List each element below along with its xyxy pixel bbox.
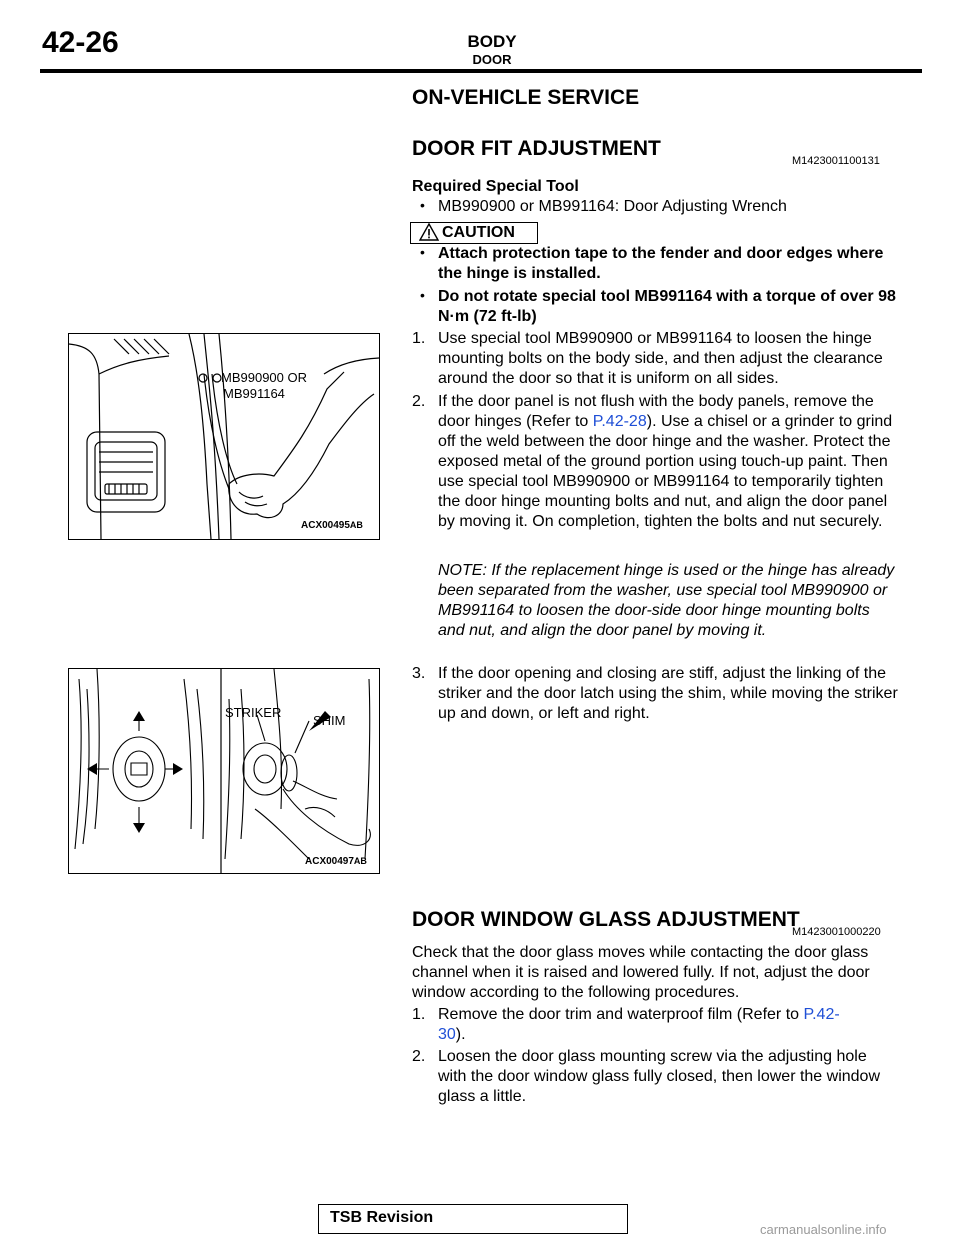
fig1-id	[301, 520, 363, 531]
step-number: 3.	[412, 665, 426, 682]
hinge-illustration	[69, 334, 379, 539]
door-fit-title: DOOR FIT ADJUSTMENT	[412, 137, 661, 160]
step-2-text-b: ). Use a chisel or a grinder to grind off the weld between the door hinge and the washer. Protect the exposed metal of the ground portion using touch-up paint. Then use special tool MB990900 or MB991164 to temporarily tighten the door hinge mounting bolts and nut, and align the door panel by moving it. On completion, tighten the bolts and nut securely.	[438, 413, 893, 530]
fig2-label-shim: SHIM	[313, 713, 346, 728]
fig2-id-suffix: AB	[353, 856, 367, 866]
tool-item: MB990900 or MB991164: Door Adjusting Wrench	[438, 198, 787, 215]
step-1: Use special tool MB990900 or MB991164 to loosen the hinge mounting bolts on the body side, and then adjust the clearance around the door so that it is uniform on all sides.	[438, 330, 883, 387]
fig1-label-line1: MB990900 OR	[221, 370, 307, 385]
section-title: BODY	[467, 32, 517, 51]
step-number: 1.	[412, 1006, 426, 1023]
link-p42-28[interactable]: P.42-28	[592, 413, 647, 430]
caution-item-1: Attach protection tape to the fender and door edges where the hinge is installed.	[438, 245, 884, 282]
fig2-label-striker: STRIKER	[225, 705, 282, 720]
header-rule	[40, 69, 922, 73]
main-title: ON-VEHICLE SERVICE	[412, 86, 640, 109]
glass-step-1	[438, 1005, 884, 1045]
link-p42-30-b[interactable]: 30	[438, 1026, 456, 1043]
fig2-id-code: ACX00497	[305, 856, 354, 867]
glass-step-2: Loosen the door glass mounting screw via the adjusting hole with the door window glass fully closed, then lower the window glass a little.	[438, 1048, 881, 1105]
bullet: •	[420, 197, 425, 213]
warning-icon	[419, 223, 439, 246]
note-text: NOTE: If the replacement hinge is used or the hinge has already been separated from the washer, use special tool MB990900 or MB991164 to loosen the door-side door hinge mounting bolts and nut, and align the door panel by moving it.	[438, 562, 895, 639]
step-number: 1.	[412, 330, 426, 347]
glass-code: M1423001000220	[792, 926, 881, 938]
bullet: •	[420, 244, 425, 260]
fig1-label-line2: MB991164	[223, 386, 285, 401]
watermark: carmanualsonline.info	[760, 1222, 887, 1237]
caution-item-2: Do not rotate special tool MB991164 with a torque of over 98 N·m (72 ft-lb)	[438, 288, 896, 325]
glass-step-1-text-b: ).	[455, 1026, 466, 1043]
step-3: If the door opening and closing are stiff, adjust the linking of the striker and the door latch using the shim, while moving the striker up and down, or left and right.	[438, 665, 898, 722]
fig2-id	[305, 856, 367, 867]
glass-intro: Check that the door glass moves while contacting the door glass channel when it is raised and lowered fully. If not, adjust the door window according to the following procedures.	[412, 944, 870, 1001]
door-fit-code: M1423001100131	[792, 155, 880, 167]
page-number: 42-26	[42, 26, 119, 59]
link-p42-30-a[interactable]: P.42-	[803, 1006, 840, 1023]
glass-title: DOOR WINDOW GLASS ADJUSTMENT	[412, 908, 800, 931]
fig1-id-suffix: AB	[349, 520, 363, 530]
striker-illustration	[69, 669, 379, 873]
subsection-title: DOOR	[472, 52, 512, 67]
figure-striker-shim	[68, 668, 380, 874]
required-tool-label: Required Special Tool	[412, 178, 579, 195]
glass-step-1-text-a: Remove the door trim and waterproof film (Refer to	[438, 1006, 804, 1023]
bullet: •	[420, 287, 425, 303]
fig1-id-code: ACX00495	[301, 520, 350, 531]
figure-door-hinge-wrench	[68, 333, 380, 540]
step-2	[438, 392, 894, 532]
tsb-revision-label: TSB Revision	[330, 1209, 434, 1226]
step-2-text-a: If the door panel is not flush with the body panels, remove the door hinges (Refer to	[438, 393, 874, 430]
caution-label: CAUTION	[442, 224, 515, 241]
step-number: 2.	[412, 1048, 426, 1065]
step-number: 2.	[412, 393, 426, 410]
